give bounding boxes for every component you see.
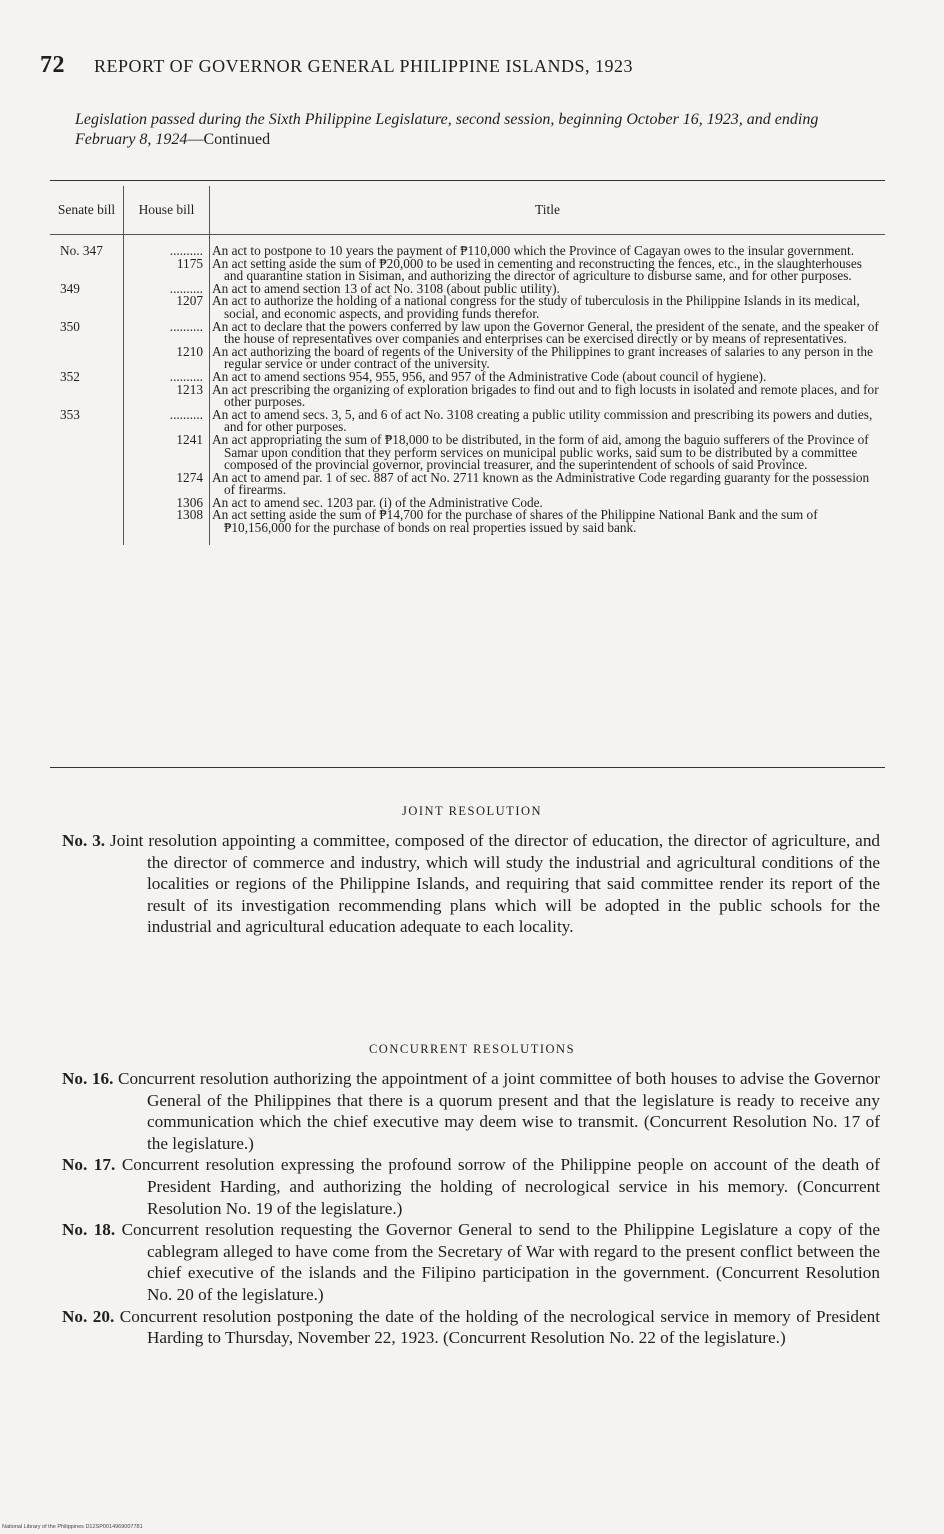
title-cell: An act authorizing the board of regents of the University of the Philippines to grant increases of salaries to any person in the regular service or under contract of the university. [212,343,873,372]
senate-bill-cell [50,472,124,497]
resolution-number: No. 16. [62,1069,114,1088]
title-cell: An act to authorize the holding of a national congress for the study of tuberculosis in the Philippine Islands in its medical, social, and economic aspects, and providing funds therefor. [212,293,860,321]
concurrent-resolutions-heading: CONCURRENT RESOLUTIONS [368,1042,576,1056]
title-cell: An act to postpone to 10 years the payment of ₱110,000 which the Province of Cagayan owes to the insular government. [212,243,855,258]
table-row [50,409,885,434]
senate-bill-cell [50,434,124,472]
resolution-text: Joint resolution appointing a committee, composed of the director of education, the director of agriculture, and the director of commerce and industry, which will study the industrial and agricultural conditions of the localities or regions of the Philippine Islands, and requiring that said committee render its report of the result of its investigation recommending plans which will be adopted in the public schools for the industrial and agricultural education adequate to each locality. [110,831,881,937]
resolution-number: No. 18. [62,1220,116,1240]
table-row [50,346,885,371]
col-header-title: Title [210,186,886,235]
senate-bill-cell [50,384,124,409]
senate-bill-cell: 353 [50,409,124,434]
table-caption-continued: —Continued [187,131,271,148]
table-row [50,258,885,283]
concurrent-resolution-item [62,1068,880,1154]
concurrent-resolution-item [62,1306,880,1349]
title-cell: An act to amend par. 1 of sec. 887 of act No. 2711 known as the Administrative Code regarding guaranty for the possession of firearms. [212,469,870,498]
resolution-number: No. 20. [62,1306,115,1326]
table-bottom-rule [50,767,885,768]
senate-bill-cell [50,346,124,371]
senate-bill-cell [50,497,124,510]
resolution-text: Concurrent resolution requesting the Governor General to send to the Philippine Legislature a copy of the cablegram alleged to have come from the Secretary of War with regard to the present conflict between the chief executive of the islands and the Filipino participation in the government. (Concurrent Resolution No. 20 of the legislature.) [121,1220,880,1304]
title-cell: An act to amend sec. 1203 par. (i) of the Administrative Code. [212,494,543,510]
title-cell: An act setting aside the sum of ₱14,700 for the purchase of shares of the Philippine National Bank and the sum of ₱10,156,000 for the purchase of bonds on real properties issued by said bank. [212,507,818,536]
col-header-house-bill: House bill [124,186,210,235]
table-caption [75,110,875,150]
house-bill-cell: .......... [124,321,210,346]
table-top-rule [50,180,885,181]
title-cell: An act prescribing the organizing of exploration brigades to find out and to figh locusts in isolated and remote places, and for other purposes. [212,381,879,410]
house-bill-cell: 1175 [124,258,210,283]
house-bill-cell: .......... [124,283,210,296]
senate-bill-cell: 350 [50,321,124,346]
house-bill-cell: .......... [124,371,210,384]
concurrent-resolution-item [62,1219,880,1305]
scan-source-footer: National Library of the Philippines D12SP0014969007781 [2,1524,143,1530]
concurrent-resolution-item [62,1154,880,1219]
senate-bill-cell [50,295,124,320]
title-cell: An act appropriating the sum of ₱18,000 to be distributed, in the form of aid, among the baguio sufferers of the Province of Samar upon condition that they perform services on municipal public works, said sum to be distributed by a committee composed of the provincial governor, provincial treasurer, and the superintendent of schools of said Province. [212,431,869,473]
concurrent-resolution-list [62,1068,880,1349]
senate-bill-cell: 352 [50,371,124,384]
table-row [50,295,885,320]
title-cell: An act to amend section 13 of act No. 3108 (about public utility). [212,280,560,296]
house-bill-cell: 1210 [124,346,210,371]
joint-resolution-item [62,830,880,938]
title-cell: An act to amend secs. 3, 5, and 6 of act No. 3108 creating a public utility commission and prescribing its powers and duties, and for other purposes. [212,406,873,435]
resolution-text: Concurrent resolution expressing the profound sorrow of the Philippine people on account of the death of President Harding, and authorizing the holding of necrological service in his memory. (Concurrent Resolution No. 19 of the legislature.) [121,1155,880,1218]
table-header-row [50,186,885,235]
col-header-senate-bill: Senate bill [50,186,124,235]
house-bill-cell: 1274 [124,472,210,497]
resolution-text: Concurrent resolution postponing the date of the holding of the necrological service in memory of President Harding to Thursday, November 22, 1923. (Concurrent Resolution No. 22 of the legislature.) [119,1306,881,1348]
table-caption-text: Legislation passed during the Sixth Philippine Legislature, second session, beginning October 16, 1923, and ending February 8, 1924 [75,111,819,148]
table-row [50,434,885,472]
joint-resolution-list [62,830,880,938]
senate-bill-cell: No. 347 [50,245,124,258]
running-title: REPORT OF GOVERNOR GENERAL PHILIPPINE ISLANDS, 1923 [94,56,633,76]
resolution-number: No. 3. [62,831,106,850]
table-row [50,321,885,346]
page-header [40,52,900,79]
table-row [50,509,885,534]
house-bill-cell: 1308 [124,509,210,534]
house-bill-cell: .......... [124,245,210,258]
house-bill-cell: .......... [124,409,210,434]
senate-bill-cell: 349 [50,283,124,296]
table-row [50,472,885,497]
page-number: 72 [40,52,65,78]
title-cell: An act to declare that the powers conferred by law upon the Governor General, the president of the senate, and the speaker of the house of representatives over companies and enterprises can be exercised directly or by means of representatives. [212,318,879,347]
senate-bill-cell [50,509,124,534]
resolution-text: Concurrent resolution authorizing the appointment of a joint committee of both houses to advise the Governor General of the Philippines that there is a quorum present and that the legislature is ready to receive any communication which the chief executive may deem wise to transmit. (Concurrent Resolution No. 17 of the legislature.) [118,1069,881,1153]
table-row [50,384,885,409]
resolution-number: No. 17. [62,1155,116,1175]
house-bill-cell: 1207 [124,295,210,320]
house-bill-cell: 1306 [124,497,210,510]
joint-resolution-heading: JOINT RESOLUTION [401,804,543,818]
senate-bill-cell [50,258,124,283]
title-cell: An act setting aside the sum of ₱20,000 to be used in cementing and reconstructing the fences, etc., in the slaughterhouses and quarantine station in Sisiman, and authorizing the director of agriculture to disburse same, and for other purposes. [212,255,862,284]
house-bill-cell: 1213 [124,384,210,409]
legislation-table [50,186,885,545]
title-cell: An act to amend sections 954, 955, 956, and 957 of the Administrative Code (about council of hygiene). [212,368,767,384]
house-bill-cell: 1241 [124,434,210,472]
